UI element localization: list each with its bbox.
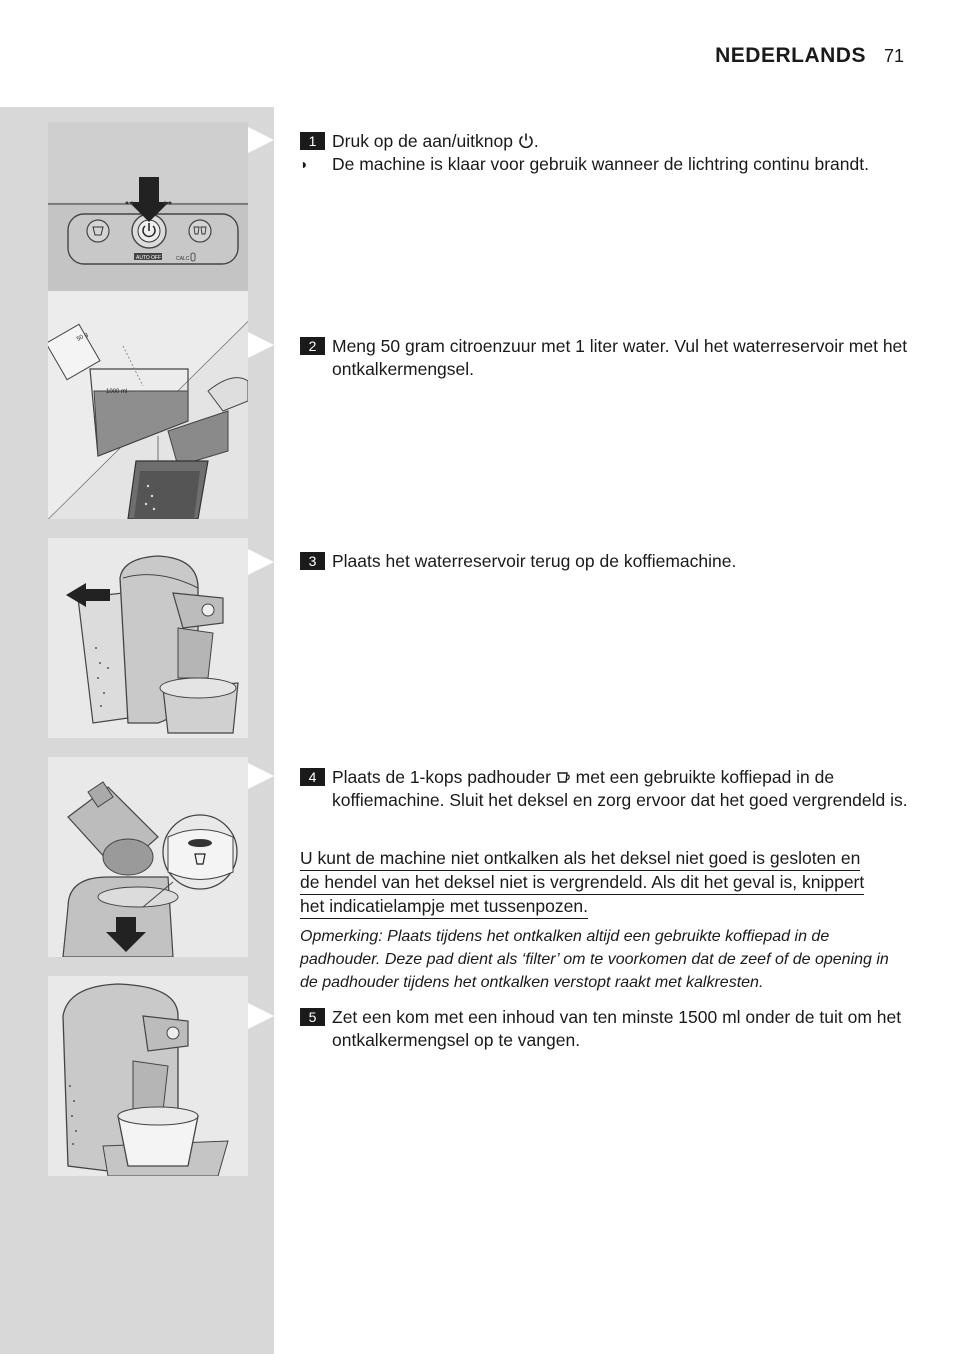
illustration-pad-holder	[48, 757, 248, 957]
step-text: Zet een kom met een inhoud van ten minste 1500 ml onder de tuit om het ontkalkermengsel op te vangen.	[332, 1007, 902, 1050]
pointer-step-5	[248, 1003, 274, 1029]
step-result: De machine is klaar voor gebruik wanneer de lichtring continu brandt.	[332, 154, 869, 174]
step-text-end: met een gebruikte koffiepad in de koffiemachine. Sluit het deksel en zorg ervoor dat het goed vergrendeld is.	[332, 767, 908, 810]
pointer-step-3	[248, 549, 274, 575]
warning-line: de hendel van het deksel niet is vergrendeld. Als dit het geval is, knippert	[300, 871, 864, 895]
warning-line: het indicatielampje met tussenpozen.	[300, 895, 588, 919]
step-number: 1	[300, 132, 325, 150]
bullet-icon: ◗	[300, 156, 309, 172]
step-number: 4	[300, 768, 325, 786]
step-text-end: .	[533, 131, 539, 151]
warning-line: U kunt de machine niet ontkalken als het deksel niet goed is gesloten en	[300, 847, 860, 871]
step-4	[300, 766, 910, 812]
liter-label: 1000 ml	[106, 389, 128, 395]
step-2	[300, 335, 910, 381]
step-number: 2	[300, 337, 325, 355]
illustration-place-reservoir	[48, 538, 248, 738]
step-number: 5	[300, 1008, 325, 1026]
auto-label: AUTO	[136, 255, 150, 261]
language-title: NEDERLANDS	[715, 44, 866, 67]
step-3	[300, 550, 910, 573]
warning-text	[300, 847, 904, 919]
note-text: Opmerking: Plaats tijdens het ontkalken altijd een gebruikte koffiepad in de padhouder. Deze pad dient als ‘filter’ om te voorkomen dat de zeef of de opening in de padhouder tijdens het ontkalken verstopt raakt met kalkresten.	[300, 928, 889, 991]
step-5	[300, 1006, 910, 1052]
power-icon	[518, 132, 534, 149]
gram-label: 50 g	[76, 331, 90, 343]
page-number: 71	[883, 46, 904, 66]
calc-label: CALC	[176, 256, 190, 262]
page-header	[715, 44, 904, 68]
pointer-step-1	[248, 127, 274, 153]
off-label: OFF	[151, 255, 161, 261]
pointer-step-4	[248, 763, 274, 789]
cup-icon	[556, 770, 571, 785]
step-text: Meng 50 gram citroenzuur met 1 liter water. Vul het waterreservoir met het ontkalkermengsel.	[332, 336, 908, 379]
illustration-power-button	[48, 122, 248, 291]
illustration-bowl-under-spout	[48, 976, 248, 1176]
step-text: Druk op de aan/uitknop	[332, 131, 518, 151]
step-text: Plaats de 1-kops padhouder	[332, 767, 556, 787]
step-number: 3	[300, 552, 325, 570]
illustration-mix-descaler	[48, 291, 248, 519]
step-1	[300, 130, 910, 176]
pointer-step-2	[248, 332, 274, 358]
step-text: Plaats het waterreservoir terug op de koffiemachine.	[332, 551, 737, 571]
